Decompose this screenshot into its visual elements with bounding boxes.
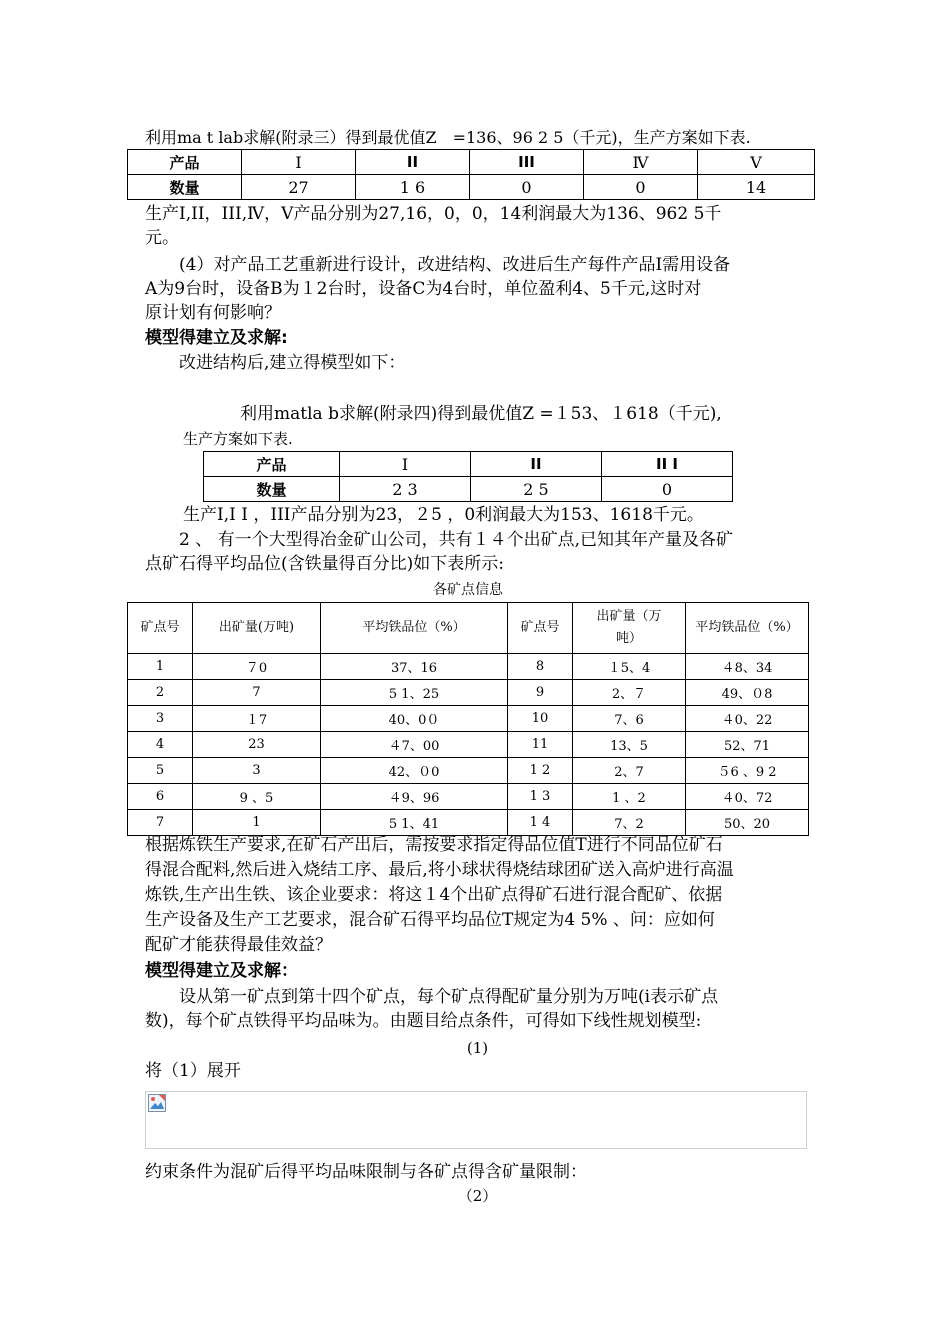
- constraint-line: 约束条件为混矿后得平均品味限制与各矿点得含矿量限制：: [145, 1162, 587, 1182]
- table-row: [128, 680, 809, 706]
- table-cell: 1 4: [508, 810, 573, 836]
- requirement-line: 生产设备及生产工艺要求，混合矿石得平均品位T规定为4 5% 、问：应如何: [145, 910, 715, 930]
- table-cell: 数量: [128, 175, 242, 200]
- table-header-cell: II: [356, 150, 470, 175]
- table-cell: 1: [128, 654, 193, 680]
- table-cell: １5、4: [573, 654, 686, 680]
- table-cell: 2 3: [340, 477, 471, 502]
- requirement-line: 炼铁,生产出生铁、该企业要求：将这１4个出矿点得矿石进行混合配矿、依据: [145, 885, 723, 905]
- table-cell: ４8、34: [686, 654, 809, 680]
- table-cell: 1 3: [508, 784, 573, 810]
- model-line: 设从第一矿点到第十四个矿点，每个矿点得配矿量分别为万吨(i表示矿点: [179, 987, 719, 1007]
- table-cell: ７0: [193, 654, 321, 680]
- question-4-line: 原计划有何影响？: [145, 303, 281, 323]
- table-cell: 5 1、25: [321, 680, 508, 706]
- table-cell: 0: [602, 477, 733, 502]
- table-row: [128, 784, 809, 810]
- table-row: [128, 810, 809, 836]
- result-paragraph-line: 元。: [145, 228, 179, 248]
- result-paragraph-line: 生产I,II，III,Ⅳ，Ⅴ产品分别为27,16，0，0，14利润最大为136、962 5千: [145, 204, 722, 224]
- table-cell: 40、0０: [321, 706, 508, 732]
- table-cell: 5: [128, 758, 193, 784]
- table-cell: ４7、00: [321, 732, 508, 758]
- table-intro: 生产方案如下表.: [183, 430, 293, 448]
- table-cell: 3: [193, 758, 321, 784]
- model-line: 数)，每个矿点铁得平均品味为。由题目给点条件，可得如下线性规划模型:: [145, 1011, 702, 1031]
- table-cell: ４9、96: [321, 784, 508, 810]
- table-cell: 10: [508, 706, 573, 732]
- table-header-cell: Ⅳ: [584, 150, 698, 175]
- table-header-cell: II: [471, 452, 602, 477]
- table-row: [128, 758, 809, 784]
- requirement-line: 根据炼铁生产要求,在矿石产出后，需按要求指定得品位值T进行不同品位矿石: [145, 835, 723, 855]
- table-header-cell: 产品: [128, 150, 242, 175]
- table-cell: ４0、72: [686, 784, 809, 810]
- table-cell: ５6 、9 2: [686, 758, 809, 784]
- table-caption: 各矿点信息: [433, 582, 503, 598]
- table-cell: 0: [584, 175, 698, 200]
- table-cell: 27: [242, 175, 356, 200]
- mine-info-table: [127, 602, 809, 836]
- intro-paragraph: 利用ma t lab求解(附录三）得到最优值Z =136、96 2 5（千元)，生产方案如下表.: [145, 128, 751, 147]
- table-cell: 37、16: [321, 654, 508, 680]
- table-header-cell: 矿点号: [508, 603, 573, 654]
- table-row: [128, 603, 809, 654]
- model-intro: 改进结构后,建立得模型如下：: [179, 353, 406, 373]
- table-cell: 9: [508, 680, 573, 706]
- table-cell: 1 6: [356, 175, 470, 200]
- table-row: [128, 654, 809, 680]
- table-cell: 2、7: [573, 758, 686, 784]
- table-header-cell: 产品: [204, 452, 340, 477]
- table-header-cell: 平均铁品位（%）: [686, 603, 809, 654]
- table-cell: ４0、22: [686, 706, 809, 732]
- table-row: [128, 706, 809, 732]
- expand-line: 将（1）展开: [145, 1061, 241, 1081]
- table-cell: 2、７: [573, 680, 686, 706]
- table-header-cell: 出矿量(万吨): [193, 603, 321, 654]
- table-row: [204, 477, 733, 502]
- question-4-line: A为9台时，设备B为１2台时，设备C为4台时，单位盈利4、5千元,这时对: [145, 279, 702, 299]
- requirement-line: 得混合配料,然后进入烧结工序、最后,将小球状得烧结球团矿送入高炉进行高温: [145, 860, 734, 880]
- table-cell: 3: [128, 706, 193, 732]
- table-cell: 7、2: [573, 810, 686, 836]
- table-row: [204, 452, 733, 477]
- table-header-cell: I: [340, 452, 471, 477]
- equation-image-placeholder: [145, 1091, 807, 1149]
- table-header-cell: Ⅴ: [698, 150, 815, 175]
- table-cell: 7、6: [573, 706, 686, 732]
- table-row: [128, 175, 815, 200]
- table-header-cell: 出矿量（万 吨）: [573, 603, 686, 654]
- table-cell: 42、０0: [321, 758, 508, 784]
- table-row: [128, 150, 815, 175]
- table-cell: 7: [193, 680, 321, 706]
- broken-image-icon: [148, 1094, 166, 1112]
- table-cell: 0: [470, 175, 584, 200]
- production-table-2: [203, 451, 733, 502]
- table-cell: 1 2: [508, 758, 573, 784]
- table-cell: 1 、2: [573, 784, 686, 810]
- table-cell: 8: [508, 654, 573, 680]
- table-cell: 52、71: [686, 732, 809, 758]
- table-header-cell: 平均铁品位（%）: [321, 603, 508, 654]
- table-cell: 5 1、41: [321, 810, 508, 836]
- table-cell: 7: [128, 810, 193, 836]
- table-header-cell: III: [470, 150, 584, 175]
- equation-number: （2）: [457, 1187, 498, 1205]
- table-cell: 11: [508, 732, 573, 758]
- solution-line: 利用matla b求解(附录四)得到最优值Z =１53、１618（千元),: [240, 404, 722, 424]
- problem-2-line: 点矿石得平均品位(含铁量得百分比)如下表所示:: [145, 554, 504, 574]
- production-table-1: [127, 149, 815, 200]
- table-cell: 1: [193, 810, 321, 836]
- table-header-cell: I: [242, 150, 356, 175]
- section-heading: 模型得建立及求解:: [145, 328, 288, 348]
- table-cell: 50、20: [686, 810, 809, 836]
- equation-number: (1): [466, 1039, 489, 1057]
- table-cell: 14: [698, 175, 815, 200]
- problem-2-line: 2 、 有一个大型得冶金矿山公司，共有１４个出矿点,已知其年产量及各矿: [179, 530, 734, 550]
- table-cell: 4: [128, 732, 193, 758]
- table-row: [128, 732, 809, 758]
- table-cell: １7: [193, 706, 321, 732]
- question-4-line: (4）对产品工艺重新进行设计，改进结构、改进后生产每件产品I需用设备: [179, 255, 731, 275]
- table-header-cell: 矿点号: [128, 603, 193, 654]
- table-cell: 6: [128, 784, 193, 810]
- result-paragraph: 生产I,I I ，III产品分别为23，２5 ，0利润最大为153、1618千元。: [183, 505, 704, 525]
- table-cell: 23: [193, 732, 321, 758]
- table-cell: 2: [128, 680, 193, 706]
- table-cell: 9 、5: [193, 784, 321, 810]
- requirement-line: 配矿才能获得最佳效益？: [145, 935, 332, 955]
- table-cell: 49、０8: [686, 680, 809, 706]
- table-cell: 数量: [204, 477, 340, 502]
- table-cell: 2 5: [471, 477, 602, 502]
- section-heading: 模型得建立及求解：: [145, 961, 298, 981]
- table-header-cell: II I: [602, 452, 733, 477]
- table-cell: 13、5: [573, 732, 686, 758]
